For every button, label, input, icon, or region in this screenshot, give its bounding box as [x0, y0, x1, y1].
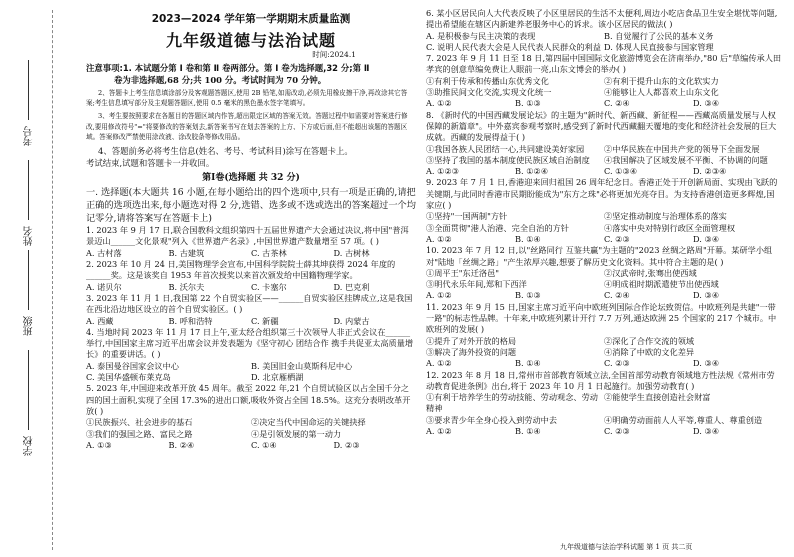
question-statements — [426, 336, 782, 359]
option-item[interactable]: B. ①②④ — [515, 166, 549, 177]
option-item[interactable]: B. 美国旧金山莫斯科尼中心 — [251, 360, 353, 371]
option-item[interactable]: D. ②③ — [333, 439, 360, 450]
option-item[interactable]: A. ①② — [426, 290, 452, 301]
statement-item: ④能够让人人都喜欢上山东文化 — [604, 87, 719, 98]
statement-item: ③要求青少年全身心投入到劳动中去 — [426, 414, 558, 425]
statement-item: ④消除了中欧的文化差异 — [604, 346, 695, 357]
option-item[interactable]: A. ①③ — [86, 439, 112, 450]
option-item[interactable]: A. 诺贝尔 — [86, 281, 122, 292]
xuexiao-label: 学校 — [24, 436, 35, 456]
option-item[interactable]: C. 卡塞尔 — [251, 281, 287, 292]
option-item[interactable]: A. ①② — [426, 425, 452, 436]
option-item[interactable]: B. 呼和浩特 — [168, 315, 213, 326]
section-title: 第Ⅰ卷(选择题 共 32 分) — [202, 172, 300, 183]
statement-item: ③坚持了我国的基本制度使民族区域自治制度 — [426, 154, 590, 165]
option-item[interactable]: B. ①④ — [515, 425, 541, 436]
exam-time: 时间:2024.1 — [312, 49, 356, 59]
option-item[interactable]: D. 内蒙古 — [333, 315, 370, 326]
option-item[interactable]: D. 体现人民直接参与国家管理 — [604, 41, 714, 52]
xuexiao-line — [28, 350, 29, 430]
statement-item: ②有利于提升山东的文化软实力 — [604, 75, 719, 86]
question-12 — [426, 370, 782, 438]
question-7 — [426, 53, 782, 109]
option-item[interactable]: C. 美国华盛顿布莱克岛 — [86, 372, 171, 383]
option-item[interactable]: A. 西藏 — [86, 315, 114, 326]
statement-item: ④我国解决了区域发展不平衡、不协调的问题 — [604, 154, 768, 165]
statement-item: ②决定当代中国命运的关键抉择 — [251, 417, 366, 428]
option-item[interactable]: A. ①② — [426, 233, 452, 244]
statement-item: ④落实中央对特别行政区全面管理权 — [604, 222, 736, 233]
option-item[interactable]: B. 沃尔夫 — [168, 281, 205, 292]
statement-item: ③明代永乐年间,郑和下西洋 — [426, 279, 527, 290]
question-options — [426, 290, 782, 301]
question-options — [426, 358, 782, 369]
question-stem: 2. 2023 年 10 月 24 日,美国物理学会宣布,中国科学院院士薛其坤获得 2024 年度的______奖。这是该奖自 1953 年首次授奖以来首次颁发给中国籍物理学家。 — [86, 259, 396, 281]
exam-title: 2023—2024 学年第一学期期末质量监测 — [151, 13, 351, 25]
note-2: 2、答题卡上考生信息填涂部分及客观题答题区,使用 2B 铅笔,如需改动,必须先用橡皮擦干净,再改涂其它答案;考生信息填写部分及主观题答题区,使用 0.5 毫米的黑色墨水签字笔填写。 — [86, 88, 408, 108]
question-statements — [426, 392, 782, 426]
binding-margin — [0, 0, 64, 557]
option-item[interactable]: D. 古树林 — [333, 247, 370, 258]
banji-label: 班级 — [24, 316, 35, 336]
question-statements — [426, 76, 782, 99]
option-item[interactable]: D. ③④ — [693, 233, 720, 244]
question-5 — [86, 383, 416, 451]
question-options — [426, 166, 782, 177]
statement-item: ①有利于传承和传播山东优秀文化 — [426, 75, 549, 86]
option-item[interactable]: C. 说明人民代表大会是人民代表人民群众的利益 — [426, 41, 601, 52]
statement-item: ②坚定推动制度与治理体系的落实 — [604, 211, 727, 222]
question-stem: 3. 2023 年 11 月 1 日,我国第 22 个自贸实验区——______自贸实验区挂牌成立,这是我国在西北沿边地区设立的首个自贸实验区。( ) — [86, 292, 413, 315]
option-item[interactable]: B. ①④ — [515, 358, 541, 369]
statement-item: ③解决了海外投资的问题 — [426, 346, 517, 357]
question-8 — [426, 110, 782, 178]
xingming-label: 姓名 — [24, 226, 35, 246]
section-intro: 一. 选择题(本大题共 16 小题,在每小题给出的四个选项中,只有一项是正确的,请把正确的选项选出来,每小题选对得 2 分,选错、选多或不选或选出的答案超过一个均记零分,请将答案写在答题卡上) — [86, 187, 416, 225]
statement-item: ①提升了对外开放的格局 — [426, 335, 517, 346]
note-3: 3、考生要按照要求在各题目的答题区域内作答,超出限定区域的答案无效。答题过程中如需要对答案进行修改,要用修改符号"="将要修改的答案划去,新答案书写在划去答案的上方、下方或后面,但不能超出该题的答题区域。答案修改严禁使用涂改液、涂改胶条等修改用品。 — [86, 112, 408, 142]
option-item[interactable]: D. 北京雁栖湖 — [251, 372, 304, 383]
statement-item: ①坚持"一国两制"方针 — [426, 211, 508, 222]
option-item[interactable]: C. ①③④ — [604, 166, 638, 177]
option-item[interactable]: C. ②③ — [604, 425, 630, 436]
paper-title: 九年级道德与法治试题 — [165, 31, 336, 51]
statement-item: ③我们的强国之路、富民之路 — [86, 428, 193, 439]
question-statements — [86, 417, 416, 440]
option-item[interactable]: B. 自觉履行了公民的基本义务 — [604, 30, 714, 41]
statement-item: ②汉武帝时,张骞出使西域 — [604, 267, 697, 278]
question-1 — [86, 225, 416, 259]
question-stem: 11. 2023 年 9 月 15 日,国家主席习近平向中欧班列国际合作论坛致贺信。中欧班列是共建"一带一路"的标志性品牌。十年来,中欧班列累计开行 7.7 万列,通达欧洲 25 个国家的 217 个城市。中欧班列的发展( ) — [426, 301, 777, 335]
option-item[interactable]: C. ①④ — [251, 439, 277, 450]
option-item[interactable]: B. ①③ — [515, 98, 541, 109]
question-stem: 6. 某小区居民向人大代表反映了小区里居民的生活不太便利,周边小吃店食品卫生安全堪忧等问题,提出希望能在辖区内新建养老服务中心的诉求。该小区居民的做法( ) — [426, 8, 778, 30]
question-options — [426, 98, 782, 109]
question-stem: 1. 2023 年 9 月 17 日,联合国教科文组织第四十五届世界遗产大会通过决议,将中国"普洱景迈山______文化景观"列入《世界遗产名录》,中国世界遗产数量增至 57 项。( ) — [86, 225, 409, 247]
option-item[interactable]: A. 古村落 — [86, 247, 122, 258]
option-item[interactable]: D. ③④ — [693, 358, 720, 369]
statement-item: ②能使学生直接创造社会财富 — [604, 392, 711, 403]
question-3 — [86, 293, 416, 327]
statement-item: ②深化了合作交流的领域 — [604, 335, 695, 346]
question-statements — [426, 211, 782, 234]
option-item[interactable]: A. ①② — [426, 358, 452, 369]
note-4a: 4、答题前务必将考生信息(姓名、考号、考试科目)涂写在答题卡上。 — [98, 145, 353, 156]
option-item[interactable]: D. 巴克利 — [333, 281, 370, 292]
note-1b: 卷为非选择题,68 分;共 100 分。考试时间为 70 分钟。 — [114, 74, 327, 85]
option-item[interactable]: A. ①②③ — [426, 166, 460, 177]
question-list-right — [426, 8, 782, 437]
statement-item: ④明确劳动面前人人平等,尊重人、尊重创造 — [604, 414, 763, 425]
question-stem: 9. 2023 年 7 月 1 日,香港迎来回归祖国 26 周年纪念日。香港正处于开创新局面、实现由飞跃的关键期,与此同时香港市民期盼能成为"东方之珠"必将更加光亮夺目。为支持香港创造更多辉煌,国家应( ) — [426, 177, 778, 211]
note-1a: 注意事项:1. 本试题分第 Ⅰ 卷和第 Ⅱ 卷两部分。第 Ⅰ 卷为选择题,32 分;第 Ⅱ — [86, 62, 370, 73]
question-stem: 7. 2023 年 9 月 11 日至 18 日,第四届中国国际文化旅游博览会在济南举办,"80 后"草编传承人田孝宾的创意草编免费让人眼前一亮,山东文博会的举办( ) — [426, 53, 782, 75]
option-item[interactable]: C. 古茶林 — [251, 247, 287, 258]
option-item[interactable]: D. ③④ — [693, 98, 720, 109]
question-9 — [426, 177, 782, 245]
option-item[interactable]: D. ③④ — [693, 290, 720, 301]
question-stem: 8. 《新时代的中国西藏发展论坛》的主题为"新时代、新西藏、新征程——西藏高质量发展与人权保障的新篇章"。中外嘉宾参观考察时,感受到了新时代西藏翻天覆地的变化和经济社会发展的巨大成就。西藏的发展得益于( ) — [426, 109, 777, 143]
option-item[interactable]: B. ②④ — [168, 439, 195, 450]
cut-line — [52, 10, 53, 550]
option-item[interactable]: C. ②③ — [604, 233, 630, 244]
option-item[interactable]: A. ①② — [426, 98, 452, 109]
question-options — [86, 361, 416, 384]
option-item[interactable]: B. 古建筑 — [168, 247, 205, 258]
statement-item: ①民族振兴、社会进步的基石 — [86, 417, 193, 428]
banji-line — [28, 250, 29, 310]
option-item[interactable]: C. ②④ — [604, 98, 630, 109]
question-stem: 4. 当地时间 2023 年 11 月 17 日上午,亚太经合组织第三十次领导人非正式会议在______举行,中国国家主席习近平出席会议并发表题为《坚守初心 团结合作 携手共促亚太高质量增长》的重要讲话。( ) — [86, 326, 414, 360]
right-column — [426, 8, 782, 437]
question-options — [426, 31, 782, 54]
xingming-line — [28, 160, 29, 220]
statement-item: ①周平王"东迁洛邑" — [426, 267, 500, 278]
option-item[interactable]: D. ②③④ — [693, 166, 727, 177]
question-2 — [86, 259, 416, 293]
question-options — [86, 248, 416, 259]
option-item[interactable]: C. ②③ — [604, 358, 630, 369]
statement-item: ④明成祖时期派遣使节出使西域 — [604, 279, 719, 290]
kaohao-line — [28, 60, 29, 120]
question-stem: 12. 2023 年 8 月 18 日,常州市首部教育领域立法,全国首部劳动教育领域地方性法规《常州市劳动教育促进条例》出台,将于 2023 年 10 月 1 日起施行。加强劳动教育( ) — [426, 369, 775, 391]
statement-item: ③助推民间文化交流,实现文化统一 — [426, 87, 552, 98]
kaohao-label: 考号 — [24, 126, 35, 146]
option-item[interactable]: C. 新疆 — [251, 315, 279, 326]
statement-item: ②中华民族在中国共产党的领导下全面发展 — [604, 143, 760, 154]
question-6 — [426, 8, 782, 53]
statement-item: ①我国各族人民团结一心,共同建设美好家园 — [426, 143, 585, 154]
question-options — [86, 440, 416, 451]
question-4 — [86, 327, 416, 383]
question-options — [86, 316, 416, 327]
statement-item: ③全面贯彻"港人治港、完全自治的方针 — [426, 222, 569, 233]
question-options — [426, 426, 782, 437]
option-item[interactable]: B. ①④ — [515, 233, 541, 244]
question-statements — [426, 144, 782, 167]
statement-item: ①有利于培养学生的劳动技能、劳动观念、劳动精神 — [426, 392, 598, 414]
option-item[interactable]: B. ①③ — [515, 290, 541, 301]
statement-item: ④是引领发展的第一动力 — [251, 428, 342, 439]
page-footer: 九年级道德与法治学科试题 第 1 页 共二页 — [560, 543, 693, 551]
question-options — [426, 234, 782, 245]
question-stem: 5. 2023 年,中国迎来改革开放 45 周年。截至 2022 年,21 个自贸试验区以占全国千分之四的国土面积,实现了全国 17.3%的进出口额,吸收外资占全国 18.5%。这充分表明改革开放( ) — [86, 383, 411, 416]
option-item[interactable]: C. ②④ — [604, 290, 630, 301]
note-4b: 考试结束,试题和答题卡一并收回。 — [86, 157, 215, 168]
question-statements — [426, 268, 782, 291]
option-item[interactable]: A. 泰国曼谷国家会议中心 — [86, 360, 179, 371]
option-item[interactable]: A. 是积极参与民主决策的表现 — [426, 30, 536, 41]
option-item[interactable]: D. ③④ — [693, 425, 720, 436]
question-11 — [426, 302, 782, 370]
question-list-left — [86, 225, 416, 451]
left-column — [86, 8, 416, 451]
question-options — [86, 282, 416, 293]
question-10 — [426, 245, 782, 301]
question-stem: 10. 2023 年 7 月 12 日,以"丝路同行 互鉴共赢"为主题的"2023 丝绸之路周"开幕。某研学小组对"陆地「丝绸之路」"产生浓厚兴趣,想要了解历史文化资料。其中符合主题的是( ) — [426, 245, 773, 267]
